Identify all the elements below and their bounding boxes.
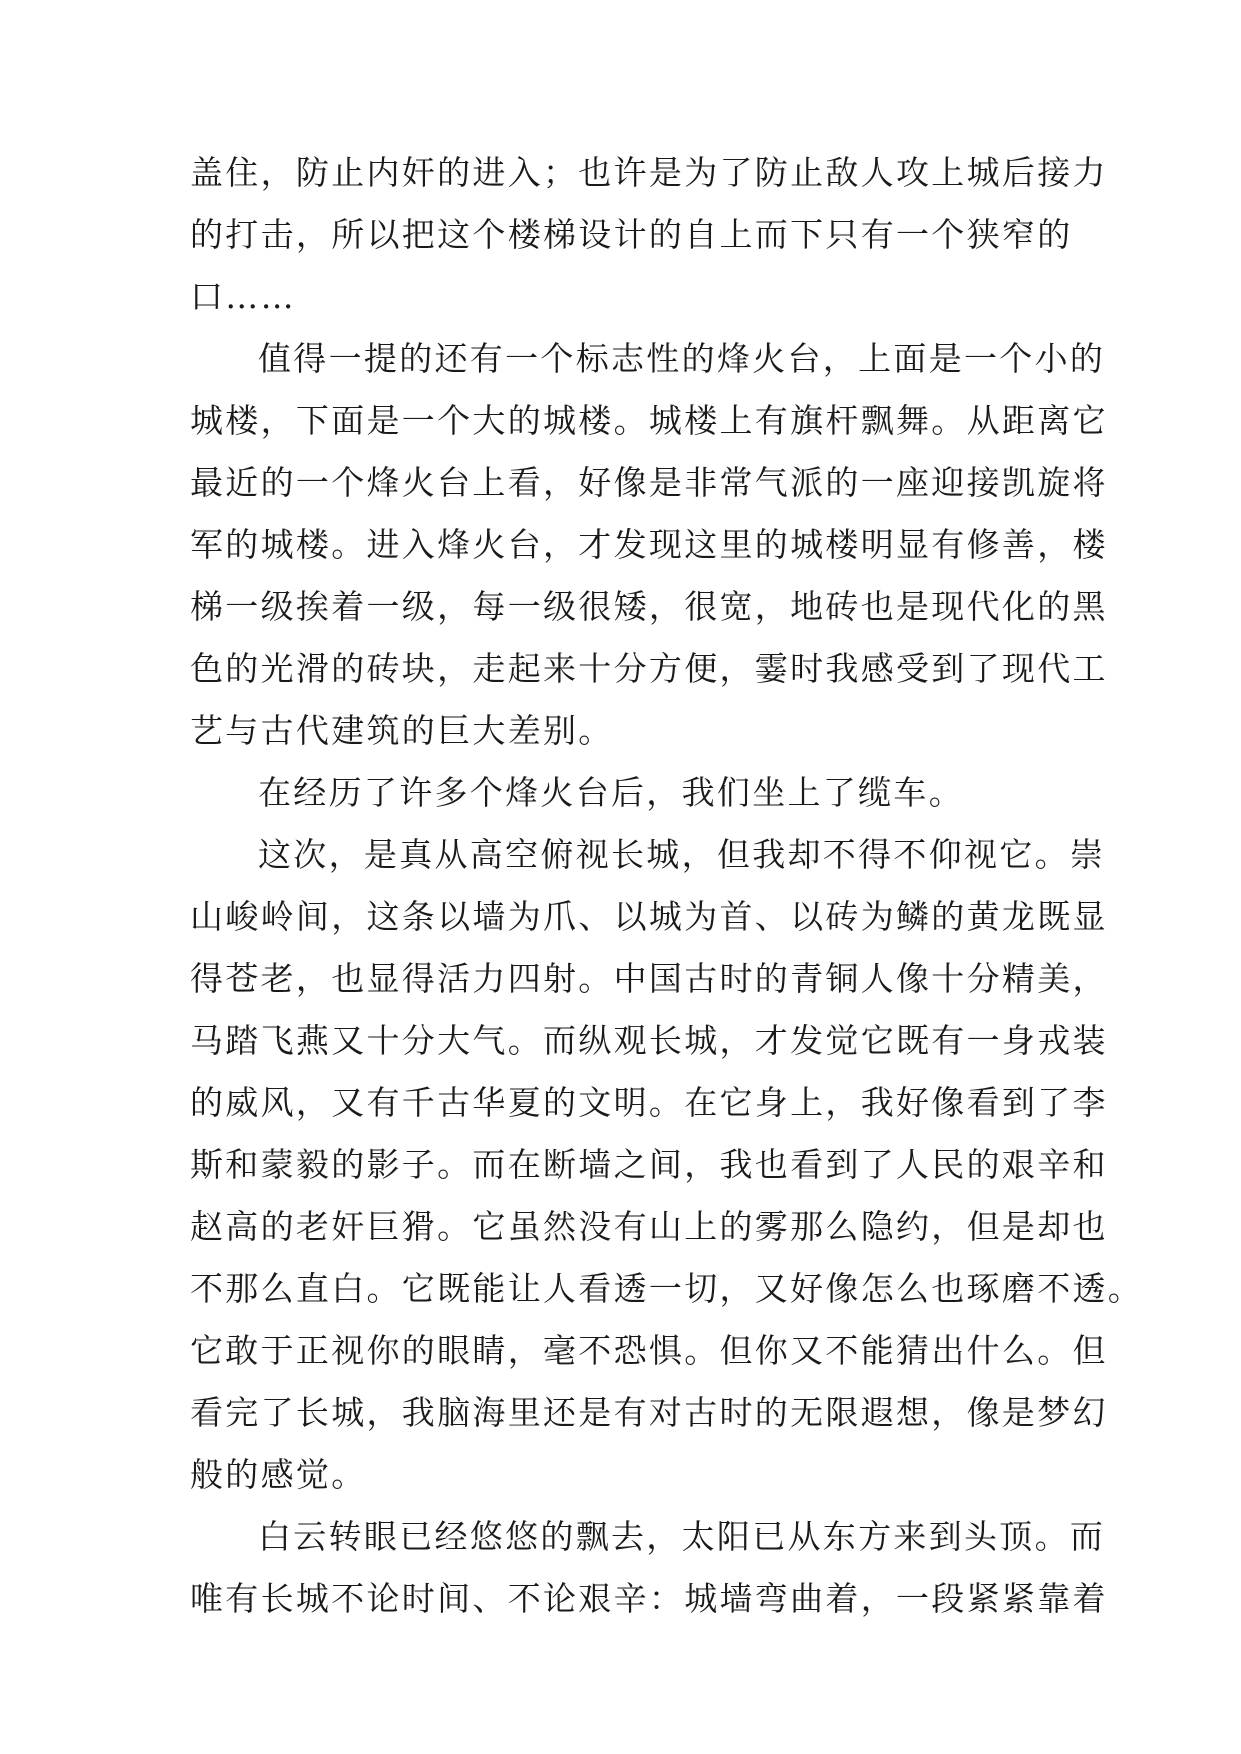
text-line: 这次，是真从高空俯视长城，但我却不得不仰视它。崇 [258,835,1106,874]
text-line: 在经历了许多个烽火台后，我们坐上了缆车。 [258,773,964,812]
text-line: 梯一级挨着一级，每一级很矮，很宽，地砖也是现代化的黑 [190,587,1108,626]
text-line: 军的城楼。进入烽火台，才发现这里的城楼明显有修善，楼 [190,525,1108,564]
text-line: 的威风，又有千古华夏的文明。在它身上，我好像看到了李 [190,1083,1108,1122]
text-line: 白云转眼已经悠悠的飘去，太阳已从东方来到头顶。而 [258,1517,1106,1556]
text-line: 的打击，所以把这个楼梯设计的自上而下只有一个狭窄的 [190,215,1073,254]
body-text [190,142,1144,1630]
text-line: 马踏飞燕又十分大气。而纵观长城，才发觉它既有一身戎装 [190,1021,1108,1060]
text-line: 看完了长城，我脑海里还是有对古时的无限遐想，像是梦幻 [190,1393,1108,1432]
text-line: 般的感觉。 [190,1455,367,1494]
text-line: 艺与古代建筑的巨大差别。 [190,711,614,750]
text-line: 山峻岭间，这条以墙为爪、以城为首、以砖为鳞的黄龙既显 [190,897,1108,936]
text-line: 斯和蒙毅的影子。而在断墙之间，我也看到了人民的艰辛和 [190,1145,1108,1184]
text-line: 它敢于正视你的眼睛，毫不恐惧。但你又不能猜出什么。但 [190,1331,1108,1370]
text-line: 唯有长城不论时间、不论艰辛：城墙弯曲着，一段紧紧靠着 [190,1579,1108,1618]
text-line: 最近的一个烽火台上看，好像是非常气派的一座迎接凯旋将 [190,463,1108,502]
text-line: 不那么直白。它既能让人看透一切，又好像怎么也琢磨不透。 [190,1269,1144,1308]
text-line: 值得一提的还有一个标志性的烽火台，上面是一个小的 [258,339,1106,378]
text-line: 口…… [190,277,296,316]
text-line: 盖住，防止内奸的进入；也许是为了防止敌人攻上城后接力 [190,153,1108,192]
text-line: 城楼，下面是一个大的城楼。城楼上有旗杆飘舞。从距离它 [190,401,1108,440]
text-line: 色的光滑的砖块，走起来十分方便，霎时我感受到了现代工 [190,649,1108,688]
text-line: 赵高的老奸巨猾。它虽然没有山上的雾那么隐约，但是却也 [190,1207,1108,1246]
text-line: 得苍老，也显得活力四射。中国古时的青铜人像十分精美， [190,959,1108,998]
